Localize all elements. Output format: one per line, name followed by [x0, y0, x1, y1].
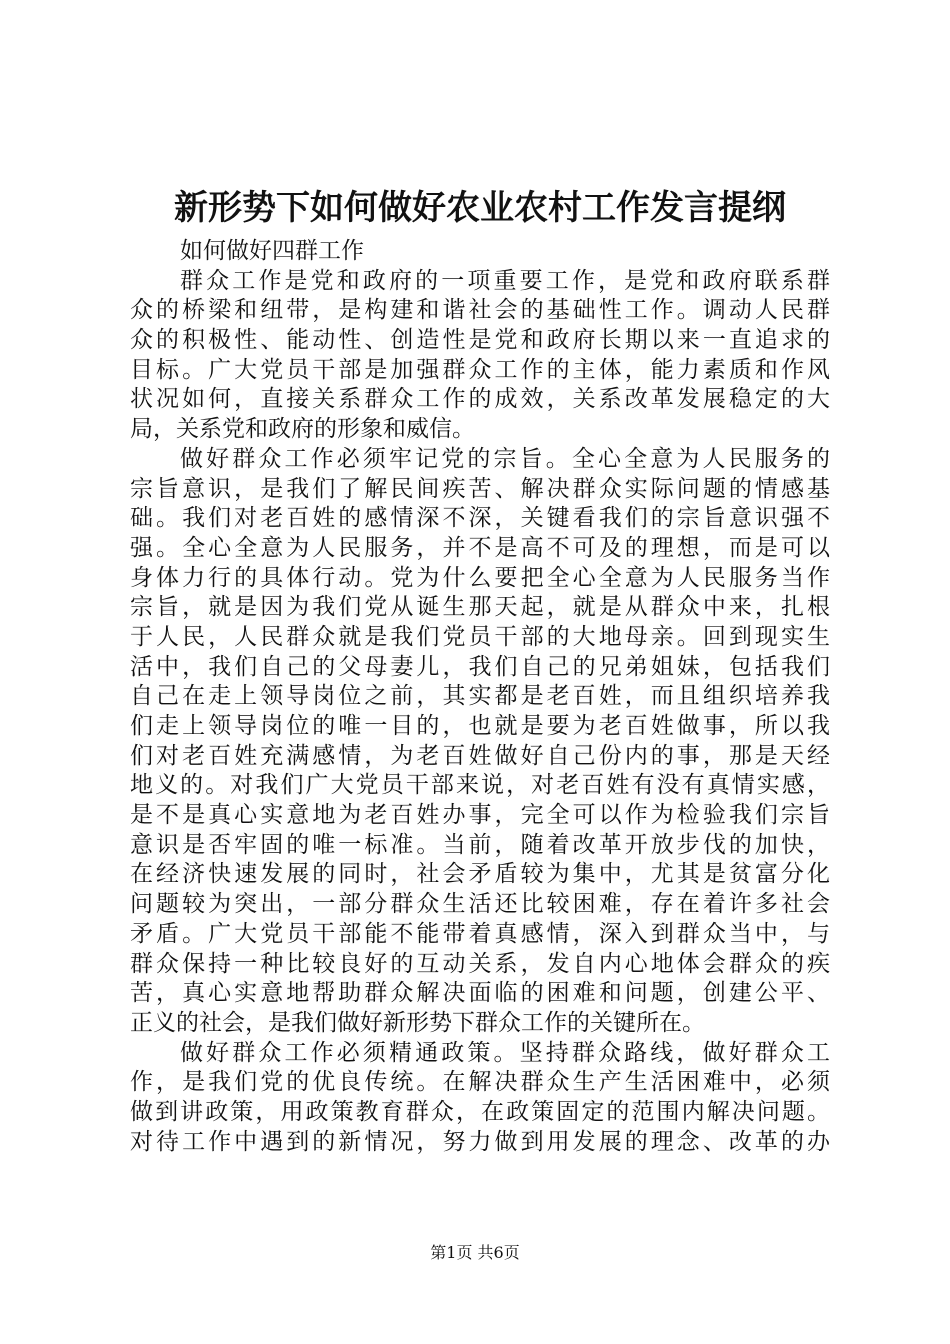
document-subtitle: 如何做好四群工作 — [180, 238, 364, 264]
paragraph-line: 目标。广大党员干部是加强群众工作的主体，能力素质和作风 — [130, 356, 830, 383]
paragraph-line: 问题较为突出，一部分群众生活还比较困难，存在着许多社会 — [130, 891, 830, 918]
paragraph-line: 是不是真心实意地为老百姓办事，完全可以作为检验我们宗旨 — [130, 802, 830, 829]
paragraph-line: 强。全心全意为人民服务，并不是高不可及的理想，而是可以 — [130, 534, 830, 561]
paragraph-line: 们对老百姓充满感情，为老百姓做好自己份内的事，那是天经 — [130, 742, 830, 769]
paragraph — [130, 445, 830, 1039]
paragraph-line: 群众工作是党和政府的一项重要工作，是党和政府联系群 — [180, 267, 830, 294]
paragraph-line: 宗旨意识，是我们了解民间疾苦、解决群众实际问题的情感基 — [130, 475, 830, 502]
paragraph-line: 众的桥梁和纽带，是构建和谐社会的基础性工作。调动人民群 — [130, 297, 830, 324]
paragraph-line: 状况如何，直接关系群众工作的成效，关系改革发展稳定的大 — [130, 386, 830, 413]
page-number-label: 第1页 共6页 — [430, 1243, 520, 1262]
paragraph-line: 做好群众工作必须精通政策。坚持群众路线，做好群众工 — [180, 1039, 830, 1066]
paragraph-line: 做好群众工作必须牢记党的宗旨。全心全意为人民服务的 — [180, 445, 830, 472]
paragraph-line: 们走上领导岗位的唯一目的，也就是要为老百姓做事，所以我 — [130, 713, 830, 740]
paragraph — [130, 267, 830, 445]
paragraph-line: 做到讲政策，用政策教育群众，在政策固定的范围内解决问题。 — [130, 1098, 830, 1125]
paragraph-line: 正义的社会，是我们做好新形势下群众工作的关键所在。 — [130, 1009, 705, 1036]
paragraph-line: 活中，我们自己的父母妻儿，我们自己的兄弟姐妹，包括我们 — [130, 653, 830, 680]
paragraph — [130, 1039, 830, 1158]
paragraph-list — [130, 267, 830, 1158]
page-footer — [0, 1243, 950, 1263]
paragraph-line: 对待工作中遇到的新情况，努力做到用发展的理念、改革的办 — [130, 1128, 830, 1155]
paragraph-line: 意识是否牢固的唯一标准。当前，随着改革开放步伐的加快， — [130, 831, 830, 858]
paragraph-line: 矛盾。广大党员干部能不能带着真感情，深入到群众当中，与 — [130, 920, 830, 947]
paragraph-line: 作，是我们党的优良传统。在解决群众生产生活困难中，必须 — [130, 1069, 830, 1096]
paragraph-line: 自己在走上领导岗位之前，其实都是老百姓，而且组织培养我 — [130, 683, 830, 710]
document-title: 新形势下如何做好农业农村工作发言提纲 — [174, 188, 786, 228]
paragraph-line: 身体力行的具体行动。党为什么要把全心全意为人民服务当作 — [130, 564, 830, 591]
paragraph-line: 于人民，人民群众就是我们党员干部的大地母亲。回到现实生 — [130, 623, 830, 650]
paragraph-line: 础。我们对老百姓的感情深不深，关键看我们的宗旨意识强不 — [130, 505, 830, 532]
paragraph-line: 宗旨，就是因为我们党从诞生那天起，就是从群众中来，扎根 — [130, 594, 830, 621]
document-body — [130, 237, 830, 1157]
paragraph-line: 局，关系党和政府的形象和威信。 — [130, 416, 475, 443]
paragraph-line: 地义的。对我们广大党员干部来说，对老百姓有没有真情实感， — [130, 772, 830, 799]
paragraph-line: 众的积极性、能动性、创造性是党和政府长期以来一直追求的 — [130, 327, 830, 354]
paragraph-line: 在经济快速发展的同时，社会矛盾较为集中，尤其是贫富分化 — [130, 861, 830, 888]
paragraph-line: 群众保持一种比较良好的互动关系，发自内心地体会群众的疾 — [130, 950, 830, 977]
paragraph-line: 苦，真心实意地帮助群众解决面临的困难和问题，创建公平、 — [130, 980, 830, 1007]
